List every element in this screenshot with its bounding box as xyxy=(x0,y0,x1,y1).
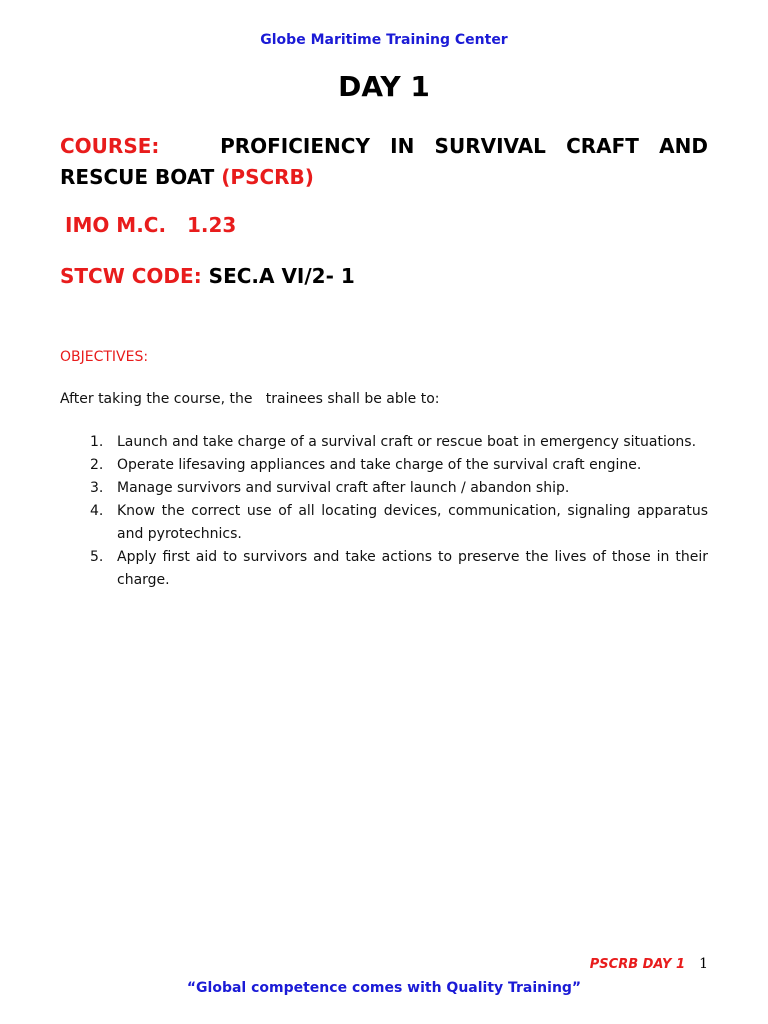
objectives-intro: After taking the course, the trainees shall be able to: xyxy=(60,391,440,407)
list-item-text: Operate lifesaving appliances and take charge of the survival craft engine. xyxy=(117,457,642,473)
organization-header: Globe Maritime Training Center xyxy=(260,32,508,48)
list-item-number: 2. xyxy=(90,457,104,473)
list-item xyxy=(60,500,708,546)
imo-model-course: IMO M.C. 1.23 xyxy=(65,213,237,237)
stcw-value: SEC.A VI/2- 1 xyxy=(208,264,355,288)
course-code: (PSCRB) xyxy=(221,165,314,189)
list-item-text: Launch and take charge of a survival craft or rescue boat in emergency situations. xyxy=(117,434,697,450)
list-item-number: 3. xyxy=(90,480,104,496)
page-number: 1 xyxy=(699,956,708,972)
course-label: COURSE: xyxy=(60,134,160,158)
stcw-code-line xyxy=(60,264,355,288)
list-item-number: 1. xyxy=(90,434,104,450)
objectives-list xyxy=(60,431,708,592)
list-item xyxy=(60,454,708,477)
course-name: PROFICIENCY IN SURVIVAL CRAFT AND RESCUE BOAT xyxy=(60,134,708,189)
list-item xyxy=(60,431,708,454)
stcw-label: STCW CODE: xyxy=(60,264,202,288)
day-title: DAY 1 xyxy=(338,70,430,103)
course-title-block xyxy=(60,131,708,193)
list-item-number: 5. xyxy=(90,549,104,565)
list-item-text: Apply first aid to survivors and take actions to preserve the lives of those in their charge. xyxy=(117,549,708,588)
list-item xyxy=(60,477,708,500)
footer-tagline: “Global competence comes with Quality Training” xyxy=(186,980,582,996)
list-item-number: 4. xyxy=(90,503,104,519)
footer-course-day-label: PSCRB DAY 1 xyxy=(589,957,685,972)
list-item-text: Know the correct use of all locating devices, communication, signaling apparatus and pyrotechnics. xyxy=(117,503,708,542)
list-item-text: Manage survivors and survival craft after launch / abandon ship. xyxy=(117,480,570,496)
list-item xyxy=(60,546,708,592)
objectives-heading: OBJECTIVES: xyxy=(60,349,149,365)
